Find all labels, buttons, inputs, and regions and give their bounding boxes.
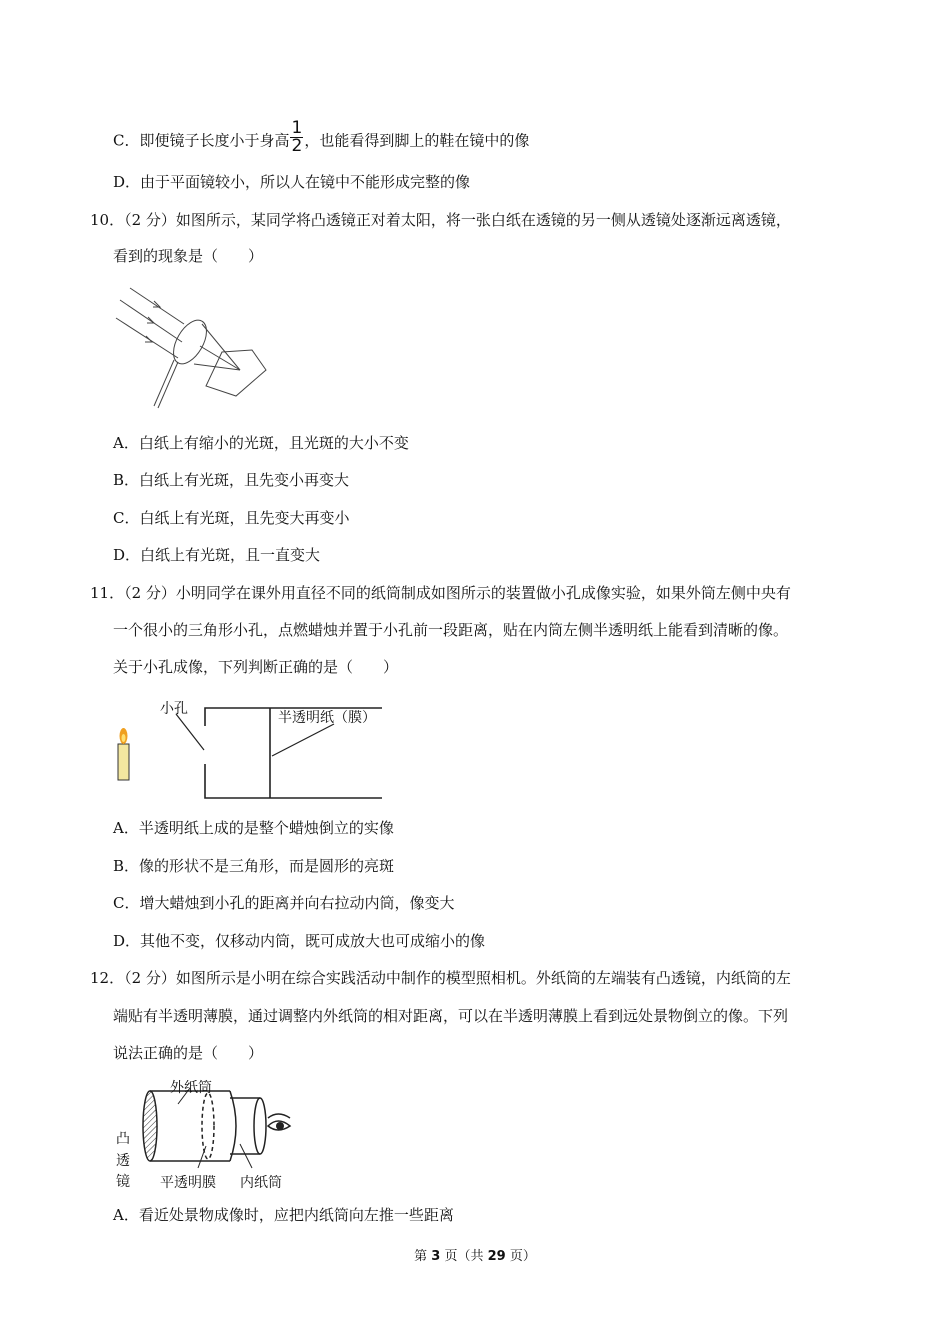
- q11-option-d: D．其他不变，仅移动内筒，既可成放大也可成缩小的像: [113, 932, 486, 950]
- q12-stem-line2: 端贴有半透明薄膜，通过调整内外纸筒的相对距离，可以在半透明薄膜上看到远处景物倒立的像。下列: [113, 1007, 789, 1025]
- q11-label-hole: 小孔: [160, 701, 188, 717]
- footer-page-number: 3: [431, 1249, 441, 1264]
- q10-option-a: A．白纸上有缩小的光斑，且光斑的大小不变: [113, 434, 409, 452]
- q12-stem-line1: 12．（2 分）如图所示是小明在综合实践活动中制作的模型照相机。外纸筒的左端装有凸透镜，内纸筒的左: [90, 969, 791, 987]
- fraction-one-half: $\frac{1}{2}$: [291, 118, 303, 156]
- q9-option-d: D．由于平面镜较小，所以人在镜中不能形成完整的像: [113, 173, 471, 191]
- q12-label-inner-tube: 内纸筒: [240, 1175, 282, 1191]
- q10-option-c: C．白纸上有光斑，且先变大再变小: [113, 509, 350, 527]
- q9-option-c: [113, 118, 530, 159]
- footer-post: 页）: [505, 1249, 536, 1264]
- q11-option-a: A．半透明纸上成的是整个蜡烛倒立的实像: [113, 819, 394, 837]
- eye-icon: [268, 1114, 290, 1130]
- q11-stem-line3: 关于小孔成像，下列判断正确的是（ ）: [113, 658, 399, 676]
- q10-lens-figure: [112, 284, 272, 412]
- q12-label-outer-tube: 外纸筒: [170, 1080, 212, 1096]
- q9-option-c-text-rest: ，也能看得到脚上的鞋在镜中的像: [304, 131, 530, 150]
- q11-option-b: B．像的形状不是三角形，而是圆形的亮斑: [113, 857, 395, 875]
- footer-total-pages: 29: [487, 1249, 506, 1264]
- q10-option-d: D．白纸上有光斑，且一直变大: [113, 546, 321, 564]
- page-footer: [0, 1245, 950, 1264]
- q12-label-lens-1: 凸: [116, 1131, 130, 1147]
- candle-icon: [118, 744, 129, 780]
- q9-option-c-text: C．即便镜子长度小于身高: [113, 131, 290, 150]
- footer-pre: 第: [414, 1249, 432, 1264]
- q12-label-lens-2: 透: [116, 1153, 130, 1169]
- q10-option-b: B．白纸上有光斑，且先变小再变大: [113, 471, 350, 489]
- q11-label-paper: 半透明纸（膜）: [278, 710, 376, 726]
- q11-stem-line1: 11．（2 分）小明同学在课外用直径不同的纸筒制成如图所示的装置做小孔成像实验，如果外筒左侧中央有: [90, 584, 791, 602]
- q12-stem-line3: 说法正确的是（ ）: [113, 1044, 264, 1062]
- q11-stem-line2: 一个很小的三角形小孔，点燃蜡烛并置于小孔前一段距离，贴在内筒左侧半透明纸上能看到清晰的像。: [113, 621, 789, 639]
- q12-label-lens-3: 镜: [116, 1174, 130, 1190]
- footer-mid: 页（共: [440, 1249, 488, 1264]
- q11-option-c: C．增大蜡烛到小孔的距离并向右拉动内筒，像变大: [113, 894, 455, 912]
- q10-stem-line1: 10．（2 分）如图所示，某同学将凸透镜正对着太阳，将一张白纸在透镜的另一侧从透镜处逐渐远离透镜，: [90, 211, 791, 229]
- q10-stem-line2: 看到的现象是（ ）: [113, 247, 264, 265]
- q12-option-a: A．看近处景物成像时，应把内纸筒向左推一些距离: [113, 1206, 454, 1224]
- q12-label-film: 平透明膜: [160, 1175, 216, 1191]
